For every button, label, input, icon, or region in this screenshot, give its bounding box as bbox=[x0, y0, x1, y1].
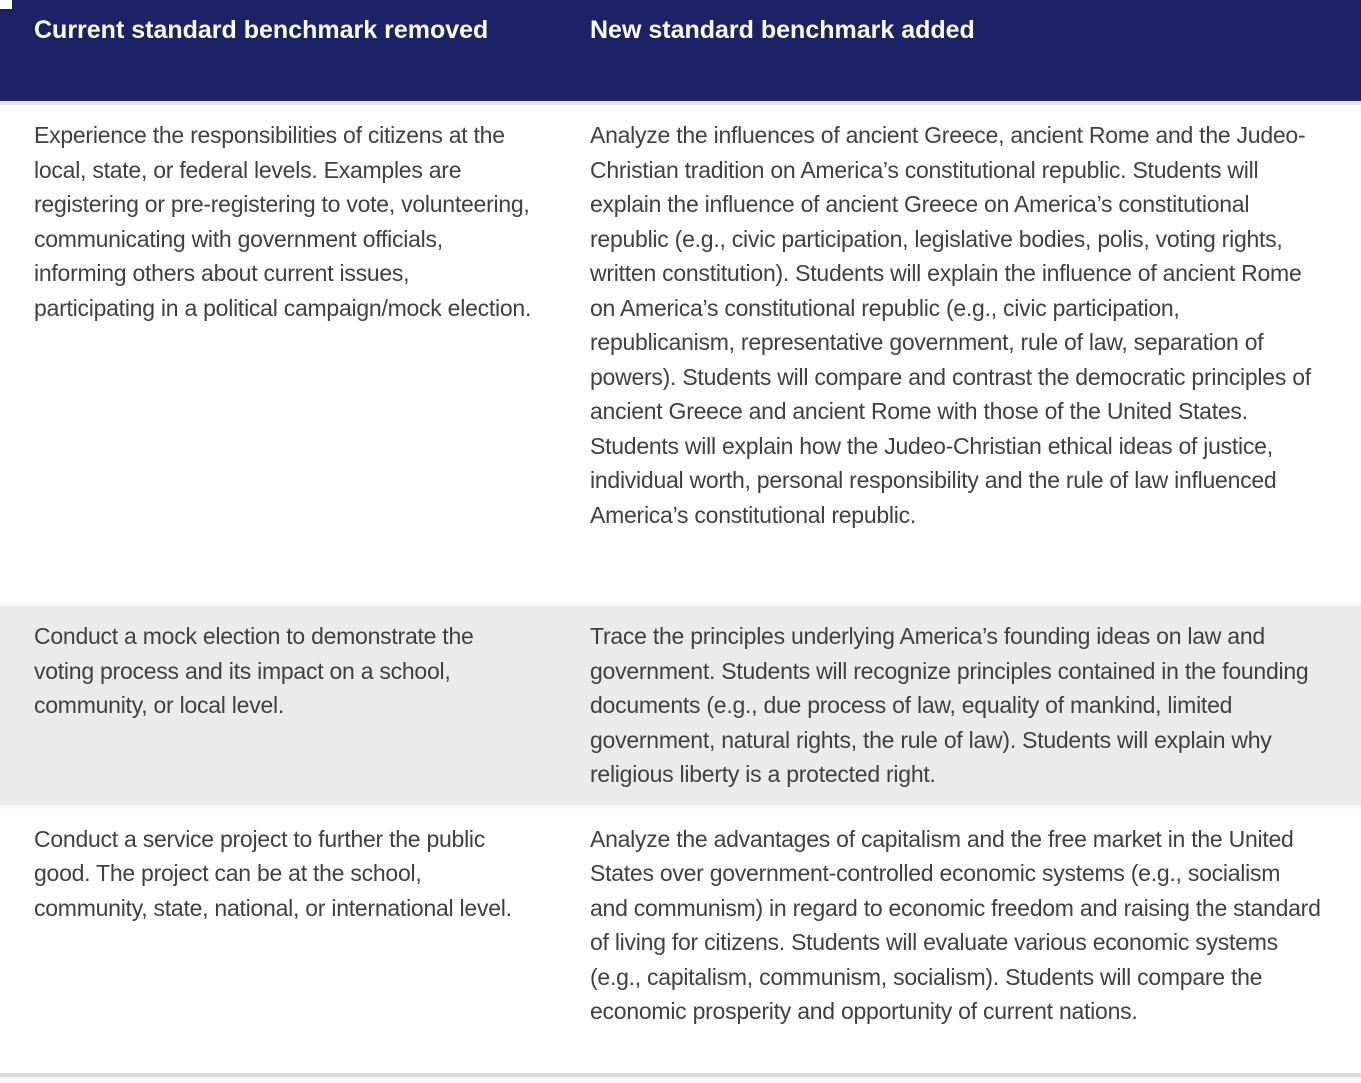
removed-benchmark-cell: Conduct a service project to further the public good. The project can be at the school, community, state, national, or international level. bbox=[0, 807, 560, 1075]
column-header-removed-label: Current standard benchmark removed bbox=[34, 16, 489, 44]
header-row bbox=[0, 0, 1361, 103]
table-header bbox=[0, 0, 1361, 103]
table-row bbox=[0, 604, 1361, 807]
page-corner bbox=[0, 0, 12, 9]
added-benchmark-cell: Analyze the advantages of capitalism and the free market in the United States over government-controlled economic systems (e.g., socialism and communism) in regard to economic freedom and raising the standard of living for citizens. Students will evaluate various economic systems (e.g., capitalism, communism, socialism). Students will compare the economic prosperity and opportunity of current nations. bbox=[560, 807, 1361, 1075]
removed-benchmark-cell: Experience the responsibilities of citizens at the local, state, or federal levels. Examples are registering or pre-registering to vote, volunteering, communicating with government officials, informing others about current issues, participating in a political campaign/mock election. bbox=[0, 103, 560, 604]
table-row bbox=[0, 807, 1361, 1075]
removed-benchmark-cell: Conduct a mock election to demonstrate the voting process and its impact on a school, community, or local level. bbox=[0, 604, 560, 807]
table-row bbox=[0, 103, 1361, 604]
table-body bbox=[0, 103, 1361, 1075]
column-header-added-label: New standard benchmark added bbox=[590, 16, 975, 44]
column-header-removed bbox=[0, 0, 560, 103]
added-benchmark-cell: Analyze the influences of ancient Greece, ancient Rome and the Judeo-Christian tradition on America’s constitutional republic. Students will explain the influence of ancient Greece on America’s constitutional republic (e.g., civic participation, legislative bodies, polis, voting rights, written constitution). Students will explain the influence of ancient Rome on America’s constitutional republic (e.g., civic participation, republicanism, representative government, rule of law, separation of powers). Students will compare and contrast the democratic principles of ancient Greece and ancient Rome with those of the United States. Students will explain how the Judeo-Christian ethical ideas of justice, individual worth, personal responsibility and the rule of law influenced America’s constitutional republic. bbox=[560, 103, 1361, 604]
added-benchmark-cell: Trace the principles underlying America’s founding ideas on law and government. Students will recognize principles contained in the founding documents (e.g., due process of law, equality of mankind, limited government, natural rights, the rule of law). Students will explain why religious liberty is a protected right. bbox=[560, 604, 1361, 807]
column-header-added bbox=[560, 0, 1361, 103]
